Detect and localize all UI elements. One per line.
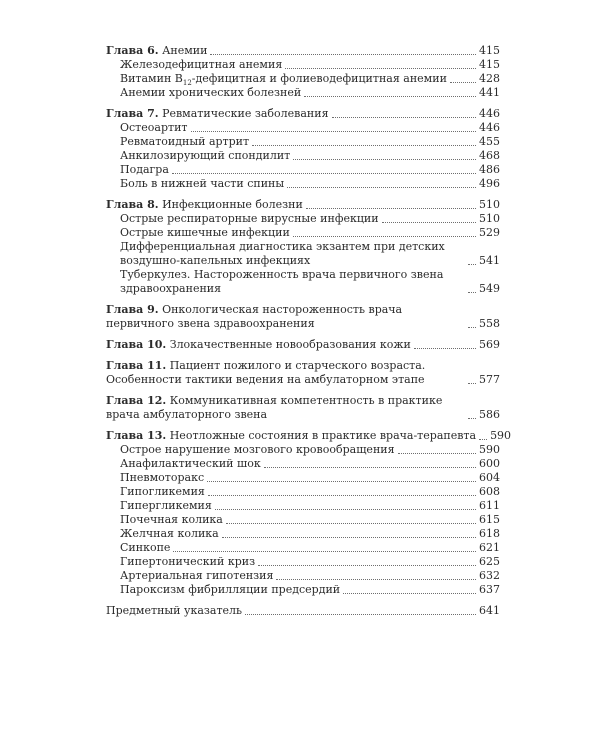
dot-leader (226, 523, 476, 524)
page-number: 600 (479, 457, 500, 470)
chapter-title: Предметный указатель (106, 604, 243, 617)
toc-chapter-title-line (106, 429, 476, 443)
dot-leader (468, 327, 476, 328)
page-number: 608 (479, 485, 500, 498)
page-number: 632 (479, 569, 500, 582)
section-title: Анкилозирующий спондилит (120, 149, 291, 162)
chapter-label: Глава 12. (106, 394, 167, 407)
toc-section-entry (106, 499, 500, 513)
dot-leader (332, 117, 476, 118)
toc-section-entry (106, 240, 500, 268)
page-number: 541 (479, 254, 500, 267)
toc-section-entry (106, 177, 500, 191)
section-title-part: -дефицитная и фолиеводефицитная анемии (191, 72, 447, 85)
chapter-title: Инфекционные болезни (162, 198, 303, 211)
section-title: Анемии хронических болезней (120, 86, 302, 99)
section-title: Туберкулез. Настороженность врача первичного звена здравоохранения (120, 268, 444, 295)
toc-section-entry (106, 583, 500, 597)
section-title: Ревматоидный артрит (120, 135, 250, 148)
section-title: Острые кишечные инфекции (120, 226, 290, 239)
section-title: Острое нарушение мозгового кровообращения (120, 443, 395, 456)
page-number: 510 (479, 212, 500, 225)
toc-chapter-title-line (106, 303, 465, 331)
toc-section-entry (106, 513, 500, 527)
chapter-title: Анемии (162, 44, 208, 57)
chapter-label: Глава 9. (106, 303, 159, 316)
table-of-contents (106, 44, 512, 618)
dot-leader (276, 579, 476, 580)
section-title: Артериальная гипотензия (120, 569, 274, 582)
toc-chapter (106, 303, 500, 331)
dot-leader (468, 264, 476, 265)
chapter-title: Коммуникативная компетентность в практике врача амбулаторного звена (106, 394, 443, 421)
page-number: 625 (479, 555, 500, 568)
toc-chapter-entry (106, 429, 512, 443)
dot-leader (479, 439, 487, 440)
toc-chapter-title-line (106, 338, 411, 352)
dot-leader (293, 236, 476, 237)
section-title: Синкопе (120, 541, 171, 554)
chapter-label: Глава 8. (106, 198, 159, 211)
dot-leader (173, 551, 476, 552)
dot-leader (468, 383, 476, 384)
toc-section-entry (106, 121, 500, 135)
toc-section-entry (106, 268, 500, 296)
dot-leader (293, 159, 476, 160)
dot-leader (398, 453, 476, 454)
toc-chapter-entry (106, 303, 500, 331)
page-number: 446 (479, 121, 500, 134)
toc-chapter (106, 338, 500, 352)
section-title: Боль в нижней части спины (120, 177, 285, 190)
toc-chapter-title-line (106, 359, 465, 387)
page-number: 441 (479, 86, 500, 99)
dot-leader (172, 173, 476, 174)
page-number: 604 (479, 471, 500, 484)
toc-chapter (106, 107, 500, 191)
chapter-label: Глава 11. (106, 359, 167, 372)
dot-leader (382, 222, 476, 223)
page-number: 577 (479, 373, 500, 386)
page-number: 549 (479, 282, 500, 295)
toc-chapter-entry (106, 44, 500, 58)
section-title: Почечная колика (120, 513, 223, 526)
toc-section-entry (106, 149, 500, 163)
toc-section-entry (106, 212, 500, 226)
toc-chapter-entry (106, 107, 500, 121)
section-title: Железодефицитная анемия (120, 58, 283, 71)
dot-leader (245, 614, 476, 615)
dot-leader (306, 208, 476, 209)
toc-chapter (106, 198, 500, 296)
chapter-title: Ревматические заболевания (162, 107, 329, 120)
dot-leader (215, 509, 476, 510)
page-number: 486 (479, 163, 500, 176)
chapter-label: Глава 7. (106, 107, 159, 120)
toc-chapter (106, 394, 500, 422)
toc-section-entry (106, 86, 500, 100)
dot-leader (414, 348, 476, 349)
section-title: Пневмоторакс (120, 471, 205, 484)
toc-section-entry (106, 471, 500, 485)
toc-section-entry (106, 72, 500, 86)
dot-leader (468, 292, 476, 293)
toc-chapter-title-line (106, 604, 242, 618)
toc-chapter-entry (106, 198, 500, 212)
toc-section-entry (106, 226, 500, 240)
toc-chapter (106, 359, 500, 387)
section-title: Анафилактический шок (120, 457, 261, 470)
toc-chapter-entry (106, 359, 500, 387)
page-number: 569 (479, 338, 500, 351)
toc-chapter (106, 429, 512, 597)
toc-section-entry (106, 163, 500, 177)
toc-chapter-title-line (106, 107, 329, 121)
chapter-label: Глава 13. (106, 429, 167, 442)
section-title-subscript: 12 (182, 79, 192, 88)
page-number: 586 (479, 408, 500, 421)
toc-chapter-title-line (106, 198, 303, 212)
page-number: 637 (479, 583, 500, 596)
toc-section-entry (106, 58, 500, 72)
toc-section-entry (106, 527, 500, 541)
toc-chapter-title-line (106, 44, 207, 58)
chapter-label: Глава 10. (106, 338, 167, 351)
toc-chapter (106, 604, 500, 618)
dot-leader (210, 54, 476, 55)
page-number: 529 (479, 226, 500, 239)
page-number: 455 (479, 135, 500, 148)
dot-leader (222, 537, 476, 538)
dot-leader (208, 495, 476, 496)
toc-section-entry (106, 541, 500, 555)
section-title-part: Витамин B (120, 72, 183, 85)
toc-chapter-entry (106, 604, 500, 618)
page-number: 510 (479, 198, 500, 211)
section-title: Желчная колика (120, 527, 219, 540)
dot-leader (287, 187, 476, 188)
toc-section-entry (106, 555, 500, 569)
section-title: Гипертонический криз (120, 555, 256, 568)
dot-leader (258, 565, 476, 566)
page-number: 446 (479, 107, 500, 120)
chapter-title: Пациент пожилого и старческого возраста. Особенности тактики ведения на амбулаторном этапе (106, 359, 426, 386)
dot-leader (264, 467, 476, 468)
dot-leader (191, 131, 477, 132)
page-number: 621 (479, 541, 500, 554)
page-number: 468 (479, 149, 500, 162)
toc-section-entry (106, 135, 500, 149)
page-number: 641 (479, 604, 500, 617)
page-number: 428 (479, 72, 500, 85)
dot-leader (343, 593, 476, 594)
section-title: Гипогликемия (120, 485, 205, 498)
toc-section-entry (106, 457, 500, 471)
page-number: 615 (479, 513, 500, 526)
dot-leader (285, 68, 476, 69)
chapter-title: Злокачественные новообразования кожи (169, 338, 411, 351)
toc-chapter-entry (106, 394, 500, 422)
section-title: Дифференциальная диагностика экзантем при детских воздушно-капельных инфекциях (120, 240, 445, 267)
dot-leader (207, 481, 476, 482)
toc-section-entry (106, 485, 500, 499)
chapter-title: Неотложные состояния в практике врача-терапевта (169, 429, 477, 442)
dot-leader (450, 82, 476, 83)
page-number: 415 (479, 58, 500, 71)
toc-section-entry (106, 443, 500, 457)
toc-section-entry (106, 569, 500, 583)
dot-leader (252, 145, 476, 146)
chapter-label: Глава 6. (106, 44, 159, 57)
section-title: Остеоартит (120, 121, 188, 134)
section-title (120, 72, 447, 86)
page-number: 611 (479, 499, 500, 512)
page-number: 558 (479, 317, 500, 330)
section-title: Гипергликемия (120, 499, 212, 512)
dot-leader (304, 96, 476, 97)
page-number: 415 (479, 44, 500, 57)
page-number: 590 (479, 443, 500, 456)
page-number: 496 (479, 177, 500, 190)
toc-chapter-title-line (106, 394, 465, 422)
toc-chapter-entry (106, 338, 500, 352)
page-number: 590 (490, 429, 512, 442)
section-title: Подагра (120, 163, 169, 176)
toc-chapter (106, 44, 500, 100)
dot-leader (468, 418, 476, 419)
section-title: Острые респираторные вирусные инфекции (120, 212, 379, 225)
page-number: 618 (479, 527, 500, 540)
chapter-title: Онкологическая настороженность врача первичного звена здравоохранения (106, 303, 403, 330)
section-title: Пароксизм фибрилляции предсердий (120, 583, 341, 596)
